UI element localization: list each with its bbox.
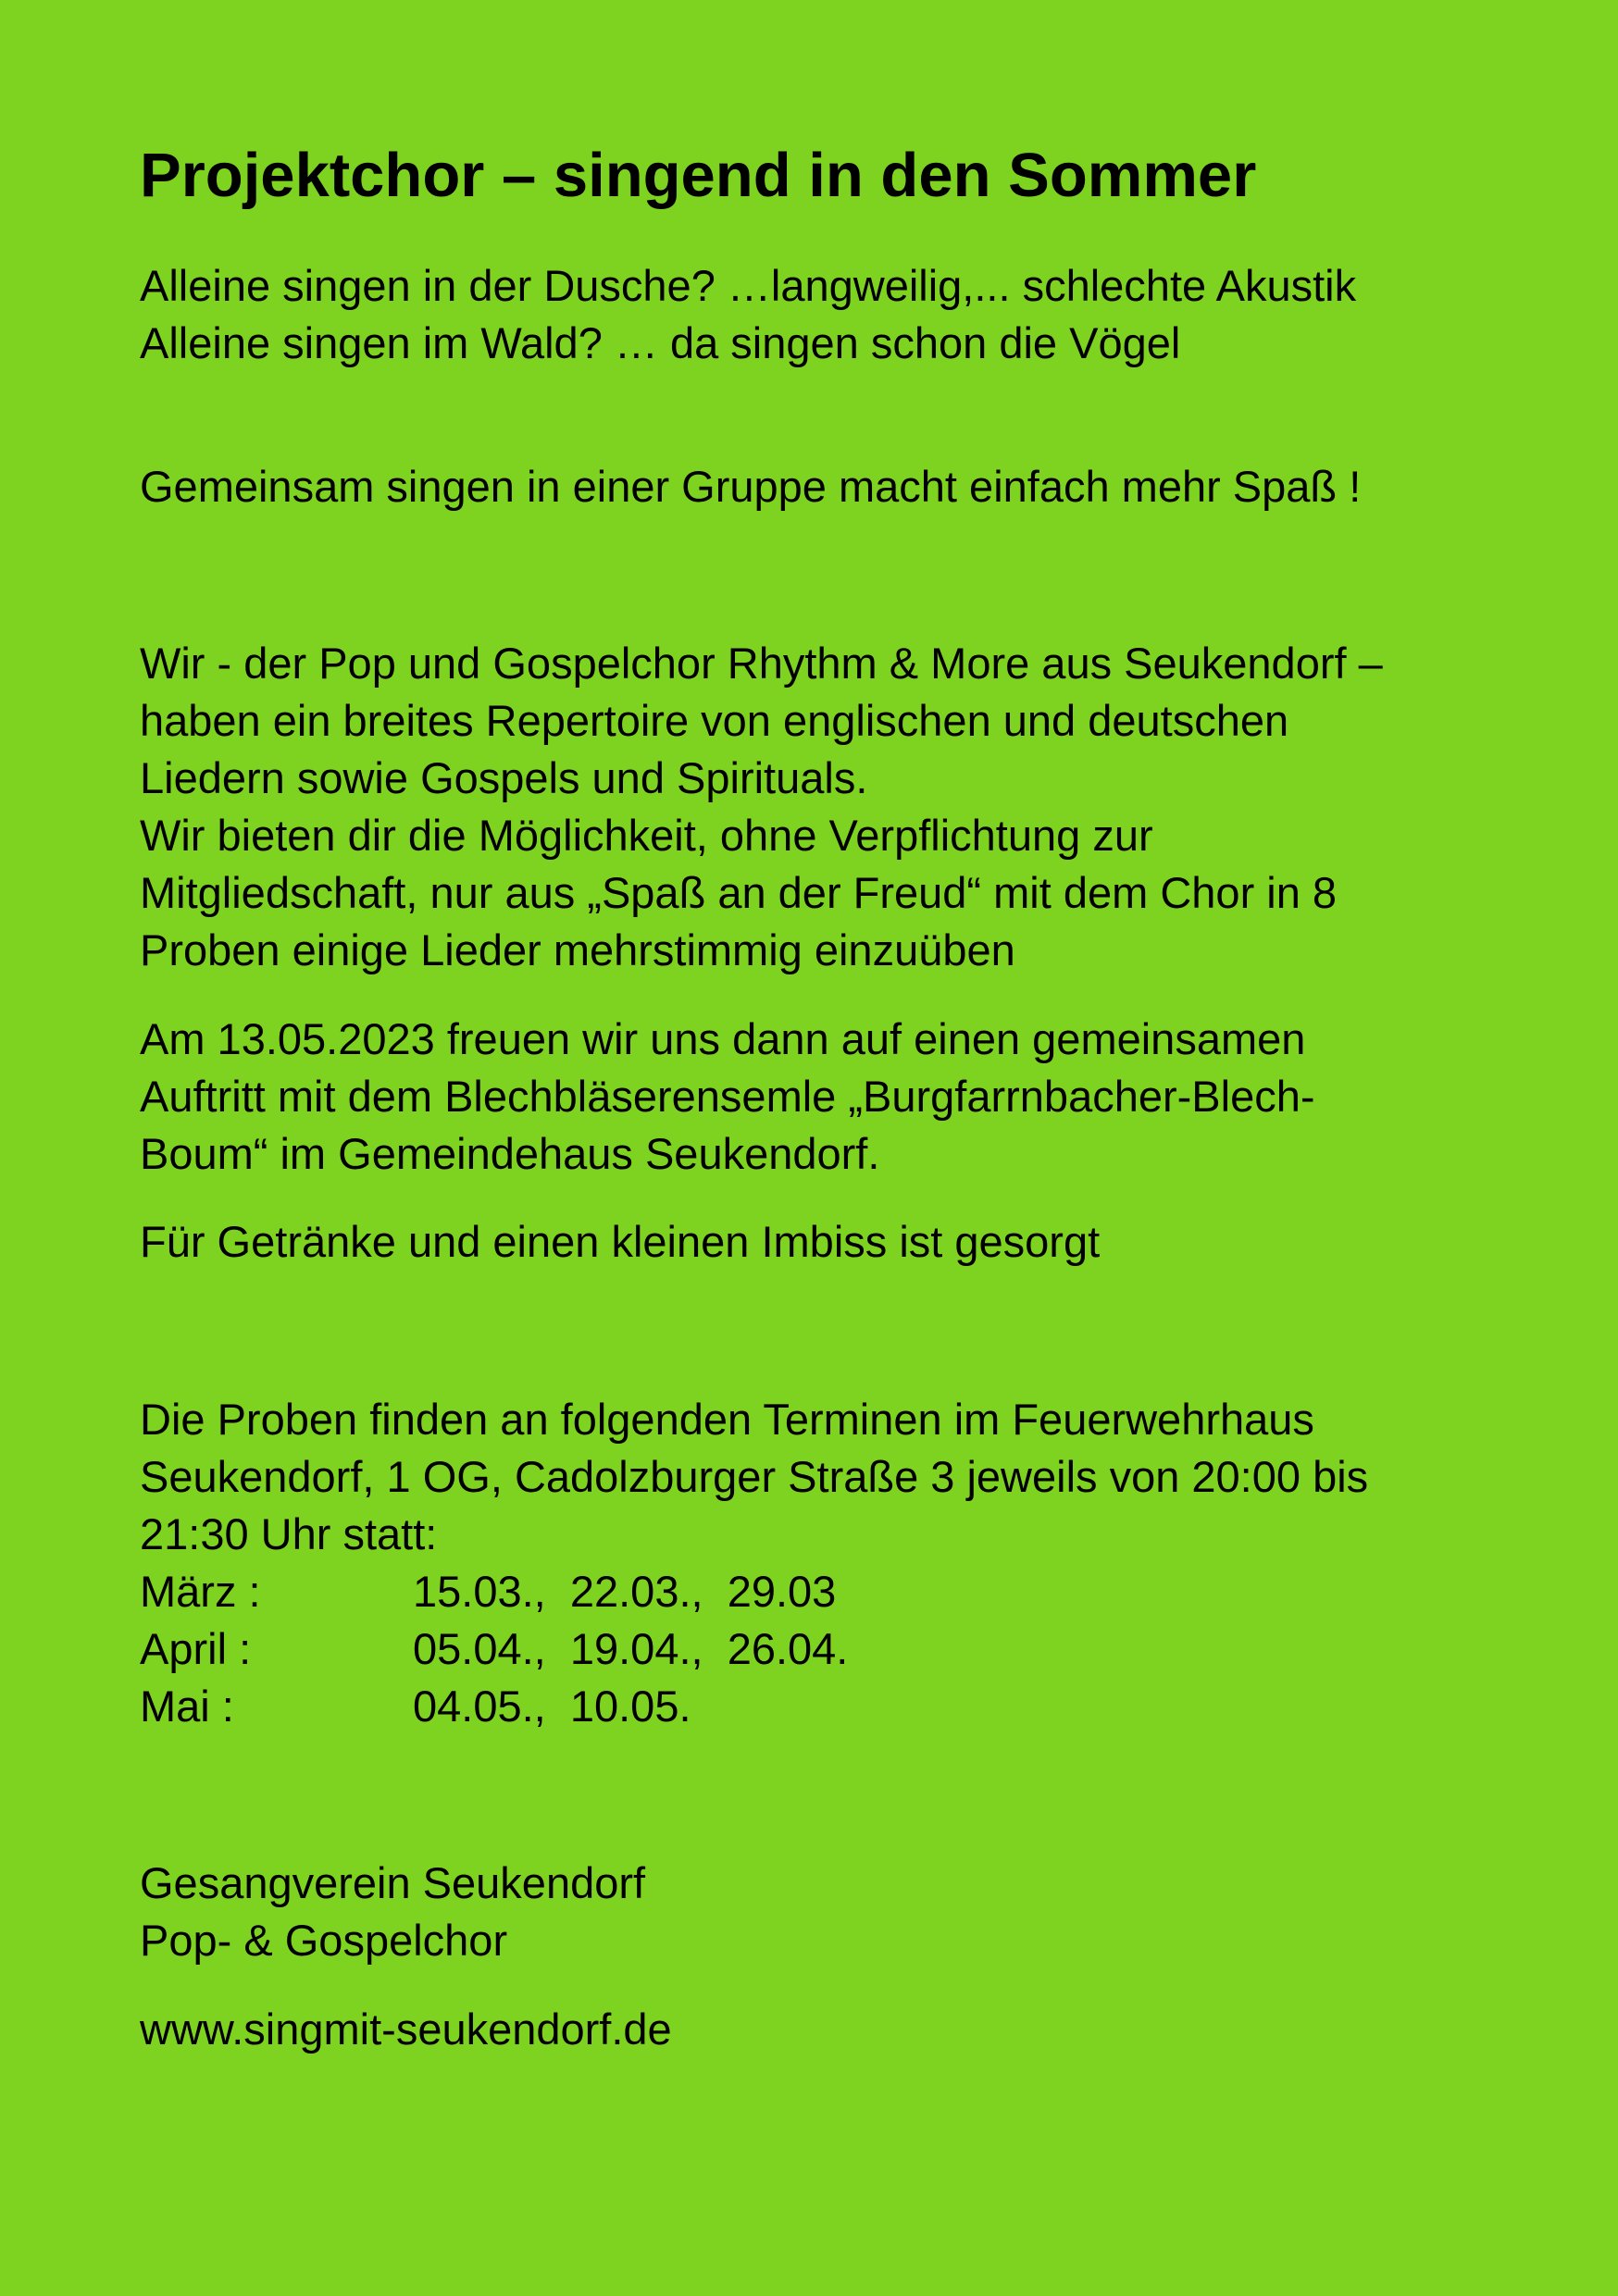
performance-line-2: Auftritt mit dem Blechbläserensemle „Burgfarrnbacher-Blech- bbox=[140, 1072, 1315, 1121]
about-line-2: haben ein breites Repertoire von englischen und deutschen bbox=[140, 696, 1289, 745]
footer-choir: Pop- & Gospelchor bbox=[140, 1916, 508, 1965]
about-line-3: Liedern sowie Gospels und Spirituals. bbox=[140, 753, 868, 802]
intro-line-2: Alleine singen im Wald? … da singen schon die Vögel bbox=[140, 318, 1181, 367]
schedule-dates-maerz: 15.03., 22.03., 29.03 bbox=[413, 1567, 837, 1616]
about-line-5: Mitgliedschaft, nur aus „Spaß an der Freud“ mit dem Chor in 8 bbox=[140, 868, 1338, 917]
rehearsals-line-2: Seukendorf, 1 OG, Cadolzburger Straße 3 jeweils von 20:00 bis bbox=[140, 1452, 1369, 1501]
performance-line-1: Am 13.05.2023 freuen wir uns dann auf einen gemeinsamen bbox=[140, 1014, 1306, 1063]
footer-website-link[interactable]: www.singmit-seukendorf.de bbox=[140, 2004, 672, 2054]
flyer-title: Projektchor – singend in den Sommer bbox=[140, 141, 1257, 210]
schedule-month-mai: Mai : bbox=[140, 1682, 234, 1731]
intro-line-1: Alleine singen in der Dusche? …langweilig,... schlechte Akustik bbox=[140, 261, 1357, 310]
together-text: Gemeinsam singen in einer Gruppe macht einfach mehr Spaß ! bbox=[140, 462, 1362, 511]
performance-line-3: Boum“ im Gemeindehaus Seukendorf. bbox=[140, 1129, 880, 1178]
catering-text: Für Getränke und einen kleinen Imbiss ist gesorgt bbox=[140, 1217, 1101, 1266]
rehearsals-line-3: 21:30 Uhr statt: bbox=[140, 1509, 438, 1558]
schedule-month-maerz: März : bbox=[140, 1567, 261, 1616]
rehearsals-line-1: Die Proben finden an folgenden Terminen im Feuerwehrhaus bbox=[140, 1395, 1314, 1444]
about-line-6: Proben einige Lieder mehrstimmig einzuüben bbox=[140, 925, 1015, 974]
schedule-dates-april: 05.04., 19.04., 26.04. bbox=[413, 1624, 849, 1673]
schedule-dates-mai: 04.05., 10.05. bbox=[413, 1682, 691, 1731]
schedule-month-april: April : bbox=[140, 1624, 252, 1673]
about-line-4: Wir bieten dir die Möglichkeit, ohne Verpflichtung zur bbox=[140, 811, 1153, 860]
footer-org: Gesangverein Seukendorf bbox=[140, 1858, 646, 1907]
about-line-1: Wir - der Pop und Gospelchor Rhythm & More aus Seukendorf – bbox=[140, 639, 1383, 688]
